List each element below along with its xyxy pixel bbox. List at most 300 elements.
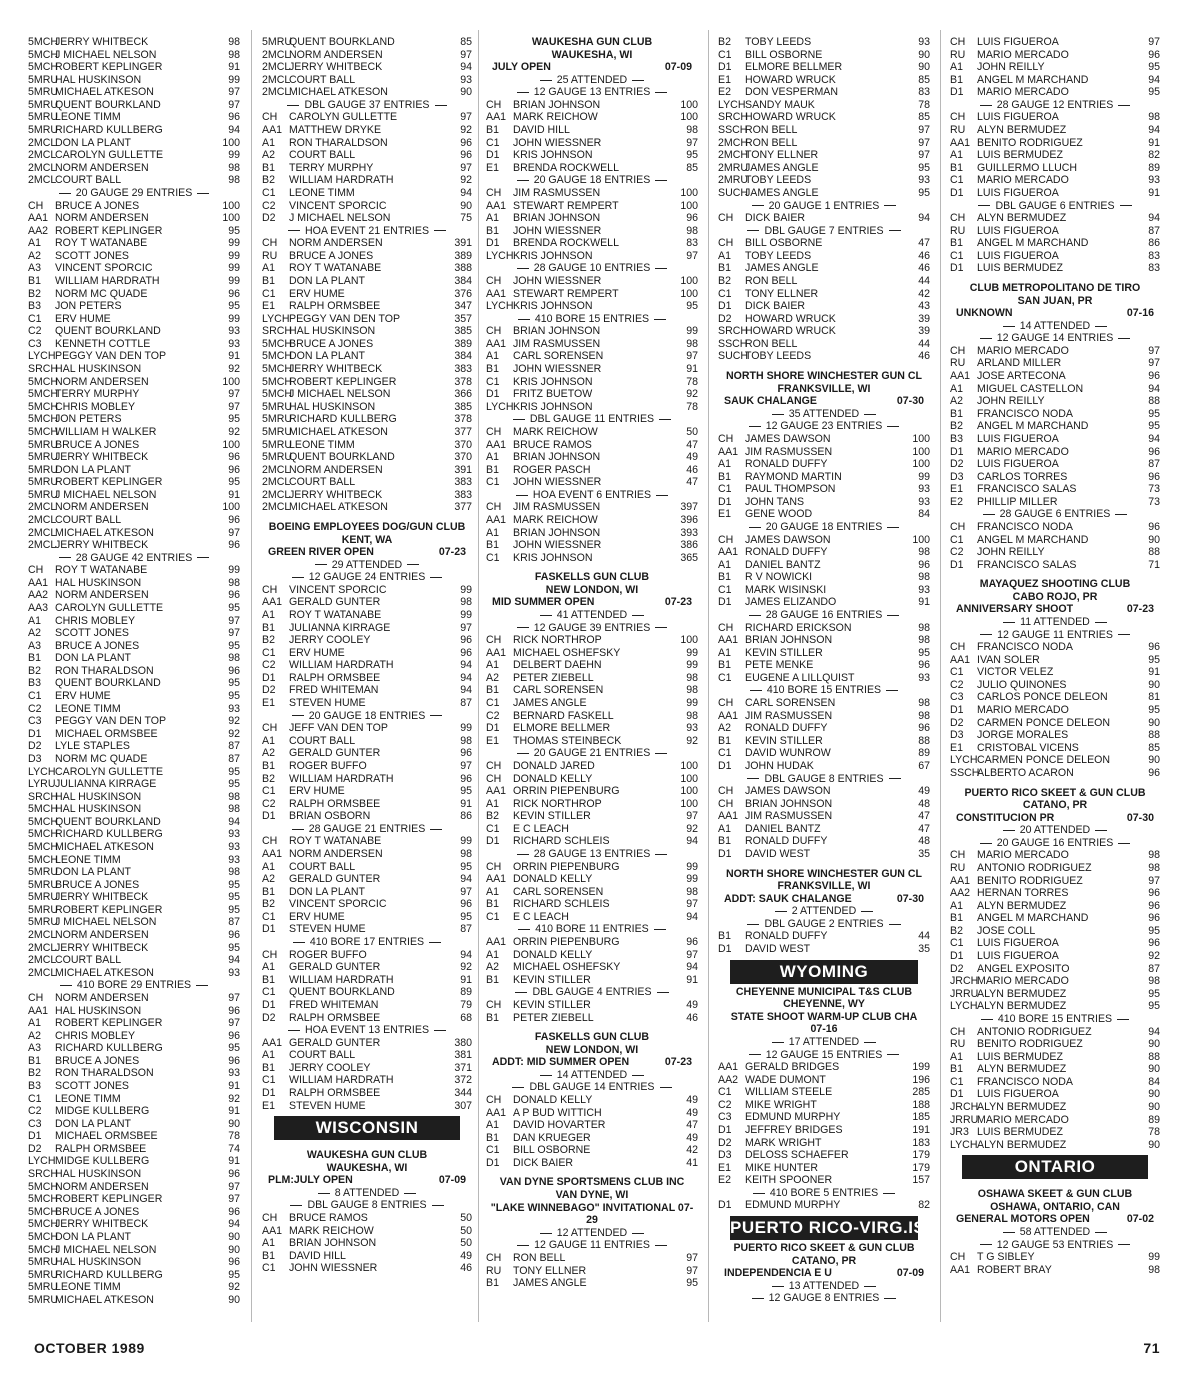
shooter-score: 377 bbox=[454, 501, 472, 514]
shooter-name: MARK REICHOW bbox=[513, 425, 598, 438]
result-row bbox=[28, 879, 240, 892]
shooter-score: 183 bbox=[912, 1136, 930, 1149]
result-row bbox=[718, 848, 930, 861]
shooter-class: CH bbox=[262, 835, 278, 848]
shooter-name: RICK NORTHROP bbox=[513, 634, 602, 647]
shooter-score: 99 bbox=[228, 73, 240, 86]
result-row bbox=[28, 413, 240, 426]
shooter-name: BENITO RODRIGUEZ bbox=[977, 1038, 1083, 1051]
result-row bbox=[262, 848, 472, 861]
shooter-score: 98 bbox=[1148, 975, 1160, 988]
shooter-name: JOHN WIESSNER bbox=[513, 274, 602, 287]
club-heading: CHEYENNE, WY bbox=[783, 998, 865, 1011]
shooter-score: 67 bbox=[918, 759, 930, 772]
shooter-name: RALPH ORMSBEE bbox=[289, 671, 381, 684]
result-row bbox=[718, 338, 930, 351]
category-line bbox=[718, 684, 930, 697]
result-row bbox=[950, 534, 1160, 547]
category-text: 28 GAUGE 16 ENTRIES bbox=[765, 609, 883, 622]
shooter-name: KRIS JOHNSON bbox=[513, 400, 593, 413]
category-line bbox=[486, 986, 698, 999]
shooter-class: 5MCH bbox=[28, 388, 59, 401]
shooter-name: MIDGE KULLBERG bbox=[55, 1155, 150, 1168]
shooter-class: 5MRU bbox=[262, 400, 293, 413]
result-row bbox=[262, 200, 472, 213]
result-row bbox=[262, 596, 472, 609]
event-name: SAUK CHALANGE bbox=[724, 395, 817, 408]
shooter-class: AA2 bbox=[28, 224, 49, 237]
shooter-name: CARLOS PONCE DELEON bbox=[977, 691, 1108, 704]
result-row bbox=[28, 954, 240, 967]
shooter-class: 2MRU bbox=[718, 174, 749, 187]
shooter-class: D3 bbox=[28, 752, 42, 765]
shooter-class: D1 bbox=[486, 722, 500, 735]
result-row bbox=[950, 357, 1160, 370]
category-text: DBL GAUGE 14 ENTRIES bbox=[529, 1081, 655, 1094]
result-row bbox=[486, 823, 698, 836]
category-text: 28 GAUGE 6 ENTRIES bbox=[999, 508, 1111, 521]
shooter-class: 2MCL bbox=[28, 526, 57, 539]
shooter-score: 96 bbox=[228, 513, 240, 526]
shooter-score: 98 bbox=[918, 709, 930, 722]
shooter-score: 95 bbox=[228, 602, 240, 615]
shooter-class: AA1 bbox=[28, 212, 49, 225]
shooter-name: WILLIAM HARDRATH bbox=[289, 1074, 394, 1087]
category-line bbox=[486, 174, 698, 187]
shooter-score: 90 bbox=[228, 1293, 240, 1306]
shooter-name: ROGER PASCH bbox=[513, 463, 591, 476]
result-row bbox=[28, 1067, 240, 1080]
shooter-class: A1 bbox=[486, 350, 499, 363]
shooter-name: MARK WISINSKI bbox=[745, 583, 827, 596]
shooter-class: 5MCH bbox=[262, 350, 293, 363]
shooter-class: C1 bbox=[718, 287, 732, 300]
result-row bbox=[262, 1049, 472, 1062]
shooter-name: J MICHAEL NELSON bbox=[55, 916, 157, 929]
shooter-score: 96 bbox=[228, 451, 240, 464]
shooter-score: 94 bbox=[1148, 124, 1160, 137]
result-row bbox=[262, 1225, 472, 1238]
shooter-class: RU bbox=[950, 224, 966, 237]
shooter-name: KENNETH COTTLE bbox=[55, 337, 151, 350]
result-row bbox=[262, 137, 472, 150]
shooter-score: 88 bbox=[1148, 546, 1160, 559]
shooter-score: 87 bbox=[1148, 458, 1160, 471]
club-heading: SAN JUAN, PR bbox=[1017, 294, 1093, 307]
shooter-score: 87 bbox=[228, 752, 240, 765]
result-row bbox=[718, 212, 930, 225]
category-text: DBL GAUGE 2 ENTRIES bbox=[764, 917, 884, 930]
shooter-score: 84 bbox=[1148, 1075, 1160, 1088]
shooter-class: AA1 bbox=[950, 874, 971, 887]
result-row bbox=[28, 778, 240, 791]
shooter-class: D3 bbox=[950, 470, 964, 483]
shooter-class: 2MCL bbox=[262, 488, 291, 501]
shooter-score: 92 bbox=[228, 425, 240, 438]
shooter-class: 5MCH bbox=[262, 388, 293, 401]
club-heading: PUERTO RICO SKEET & GUN CLUB bbox=[733, 1242, 915, 1255]
result-row bbox=[486, 961, 698, 974]
shooter-class: CH bbox=[486, 325, 502, 338]
dash-rule bbox=[430, 715, 442, 716]
result-row bbox=[262, 376, 472, 389]
shooter-class: B1 bbox=[486, 1277, 499, 1290]
shooter-class: D1 bbox=[718, 759, 732, 772]
result-row bbox=[718, 1174, 930, 1187]
result-row bbox=[486, 697, 698, 710]
shooter-class: 5MRU bbox=[28, 488, 59, 501]
result-row bbox=[718, 722, 930, 735]
result-row bbox=[486, 325, 698, 338]
shooter-class: 5MRU bbox=[28, 124, 59, 137]
shooter-score: 97 bbox=[686, 136, 698, 149]
result-row bbox=[950, 679, 1160, 692]
shooter-score: 98 bbox=[686, 709, 698, 722]
category-text: 12 GAUGE 24 ENTRIES bbox=[308, 571, 426, 584]
shooter-name: FRANCISCO NODA bbox=[977, 520, 1073, 533]
result-row bbox=[718, 823, 930, 836]
category-text: 12 GAUGE 23 ENTRIES bbox=[765, 420, 883, 433]
shooter-name: JEFFREY BRIDGES bbox=[745, 1123, 843, 1136]
shooter-score: 100 bbox=[680, 287, 698, 300]
dash-rule bbox=[749, 615, 761, 616]
result-row bbox=[262, 451, 472, 464]
dash-rule bbox=[654, 319, 666, 320]
result-row bbox=[262, 1212, 472, 1225]
result-row bbox=[262, 873, 472, 886]
shooter-class: B2 bbox=[262, 898, 275, 911]
shooter-name: KEVIN STILLER bbox=[745, 646, 823, 659]
shooter-score: 97 bbox=[228, 400, 240, 413]
state-banner: WISCONSIN bbox=[274, 1116, 460, 1140]
shooter-score: 97 bbox=[228, 388, 240, 401]
shooter-score: 385 bbox=[454, 325, 472, 338]
shooter-score: 99 bbox=[918, 470, 930, 483]
shooter-name: DICK BAIER bbox=[513, 1156, 574, 1169]
shooter-score: 96 bbox=[1148, 48, 1160, 61]
club-heading: OSHAWA SKEET & GUN CLUB bbox=[977, 1188, 1133, 1201]
shooter-score: 91 bbox=[460, 797, 472, 810]
shooter-score: 89 bbox=[1148, 161, 1160, 174]
event-name: GENERAL MOTORS OPEN bbox=[956, 1213, 1090, 1226]
shooter-class: B1 bbox=[486, 363, 499, 376]
shooter-name: ANGEL M MARCHAND bbox=[977, 73, 1089, 86]
shooter-name: ANGEL M MARCHAND bbox=[977, 533, 1089, 546]
shooter-class: CH bbox=[262, 948, 278, 961]
shooter-score: 96 bbox=[228, 463, 240, 476]
result-row bbox=[262, 923, 472, 936]
shooter-name: T G SIBLEY bbox=[977, 1251, 1035, 1264]
shooter-score: 370 bbox=[454, 438, 472, 451]
shooter-name: RONALD DUFFY bbox=[745, 458, 828, 471]
shooter-score: 97 bbox=[460, 48, 472, 61]
shooter-class: B1 bbox=[262, 1061, 275, 1074]
shooter-name: ERV HUME bbox=[289, 785, 345, 798]
shooter-class: 5MCH bbox=[28, 1230, 59, 1243]
shooter-class: AA1 bbox=[486, 1106, 507, 1119]
shooter-score: 99 bbox=[460, 722, 472, 735]
shooter-class: 2MCL bbox=[28, 501, 57, 514]
shooter-name: RON BELL bbox=[745, 337, 798, 350]
shooter-name: MARK REICHOW bbox=[289, 1224, 374, 1237]
shooter-name: LEONE TIMM bbox=[289, 438, 355, 451]
result-row bbox=[486, 1119, 698, 1132]
result-row bbox=[28, 1206, 240, 1219]
shooter-class: 5MCH bbox=[28, 803, 59, 816]
dash-rule bbox=[749, 1054, 761, 1055]
shooter-name: JOSE ARTECONA bbox=[977, 370, 1066, 383]
shooter-name: JIM RASMUSSEN bbox=[513, 186, 601, 199]
shooter-name: QUENT BOURKLAND bbox=[55, 325, 161, 338]
result-row bbox=[486, 162, 698, 175]
shooter-name: JERRY WHITBECK bbox=[55, 941, 149, 954]
shooter-name: VINCENT SPORCIC bbox=[289, 898, 387, 911]
shooter-score: 100 bbox=[912, 445, 930, 458]
shooter-class: AA1 bbox=[486, 936, 507, 949]
shooter-name: PEGGY VAN DEN TOP bbox=[55, 715, 167, 728]
shooter-score: 96 bbox=[228, 1004, 240, 1017]
shooter-name: KRIS JOHNSON bbox=[513, 375, 593, 388]
shooter-class: D2 bbox=[262, 684, 276, 697]
shooter-class: 2MCL bbox=[262, 86, 291, 99]
result-row bbox=[262, 999, 472, 1012]
shooter-class: B2 bbox=[718, 274, 731, 287]
shooter-class: C1 bbox=[950, 249, 964, 262]
shooter-class: 5MRU bbox=[28, 1268, 59, 1281]
shooter-name: CAROLYN GULLETTE bbox=[55, 149, 164, 162]
shooter-name: MARK REICHOW bbox=[513, 513, 598, 526]
result-row bbox=[262, 1237, 472, 1250]
shooter-class: D1 bbox=[486, 835, 500, 848]
dash-rule bbox=[750, 690, 762, 691]
shooter-score: 388 bbox=[454, 262, 472, 275]
shooter-name: A P BUD WITTICH bbox=[513, 1106, 602, 1119]
shooter-class: A1 bbox=[262, 734, 275, 747]
shooter-score: 92 bbox=[228, 363, 240, 376]
event-line bbox=[950, 307, 1160, 320]
result-row bbox=[262, 722, 472, 735]
shooter-name: CAROLYN GULLETTE bbox=[55, 602, 164, 615]
shooter-name: BILL OSBORNE bbox=[513, 1144, 591, 1157]
dash-rule bbox=[1118, 843, 1130, 844]
category-line bbox=[718, 408, 930, 421]
event-name: ADDT: MID SUMMER OPEN bbox=[492, 1056, 630, 1069]
shooter-class: AA1 bbox=[262, 1036, 283, 1049]
shooter-score: 381 bbox=[454, 1049, 472, 1062]
shooter-class: CH bbox=[718, 621, 734, 634]
category-text: 12 GAUGE 39 ENTRIES bbox=[533, 621, 651, 634]
shooter-class: C1 bbox=[486, 375, 500, 388]
shooter-class: AA2 bbox=[28, 589, 49, 602]
shooter-class: CH bbox=[486, 772, 502, 785]
result-row bbox=[28, 703, 240, 716]
shooter-name: ERV HUME bbox=[55, 690, 111, 703]
shooter-score: 96 bbox=[686, 936, 698, 949]
shooter-name: JERRY WHITBECK bbox=[55, 36, 149, 48]
result-row bbox=[950, 111, 1160, 124]
dash-rule bbox=[318, 1193, 330, 1194]
shooter-name: GERALD GUNTER bbox=[289, 1036, 381, 1049]
result-row bbox=[486, 710, 698, 723]
shooter-class: AA1 bbox=[262, 1224, 283, 1237]
result-row bbox=[950, 729, 1160, 742]
shooter-class: 2MCH bbox=[718, 136, 749, 149]
section-spacer bbox=[486, 1169, 698, 1176]
shooter-name: LEONE TIMM bbox=[289, 186, 355, 199]
shooter-class: D1 bbox=[950, 1088, 964, 1101]
shooter-name: JOHN WIESSNER bbox=[513, 476, 602, 489]
shooter-name: RICHARD KULLBERG bbox=[55, 1268, 163, 1281]
shooter-class: C1 bbox=[486, 476, 500, 489]
shooter-name: BERNARD FASKELL bbox=[513, 709, 614, 722]
section-spacer bbox=[718, 861, 930, 868]
shooter-class: B1 bbox=[486, 463, 499, 476]
shooter-score: 376 bbox=[454, 287, 472, 300]
result-row bbox=[262, 898, 472, 911]
shooter-name: ROY T WATANABE bbox=[289, 609, 382, 622]
shooter-score: 90 bbox=[460, 199, 472, 212]
result-row bbox=[28, 665, 240, 678]
shooter-score: 95 bbox=[1148, 420, 1160, 433]
section-spacer bbox=[950, 1181, 1160, 1188]
shooter-score: 85 bbox=[918, 111, 930, 124]
shooter-class: 5MRU bbox=[262, 451, 293, 464]
shooter-score: 97 bbox=[686, 350, 698, 363]
result-row bbox=[718, 1074, 930, 1087]
shooter-class: AA1 bbox=[486, 287, 507, 300]
result-row bbox=[28, 791, 240, 804]
shooter-score: 96 bbox=[460, 747, 472, 760]
shooter-score: 98 bbox=[918, 621, 930, 634]
result-row bbox=[950, 1051, 1160, 1064]
result-row bbox=[718, 534, 930, 547]
shooter-name: DICK BAIER bbox=[745, 300, 806, 313]
category-line bbox=[262, 710, 472, 723]
shooter-name: JULIANNA KIRRAGE bbox=[289, 621, 391, 634]
shooter-name: MARK WRIGHT bbox=[745, 1136, 822, 1149]
shooter-class: C1 bbox=[718, 671, 732, 684]
result-row bbox=[28, 501, 240, 514]
shooter-name: JEFF VAN DEN TOP bbox=[289, 722, 388, 735]
dash-rule bbox=[288, 1030, 300, 1031]
shooter-class: A3 bbox=[28, 639, 41, 652]
result-row bbox=[718, 1162, 930, 1175]
club-heading: OSHAWA, ONTARIO, CAN bbox=[990, 1200, 1120, 1213]
result-row bbox=[486, 212, 698, 225]
shooter-name: DANIEL BANTZ bbox=[745, 822, 821, 835]
category-line bbox=[486, 1239, 698, 1252]
category-line bbox=[718, 609, 930, 622]
shooter-name: EDMUND MURPHY bbox=[745, 1111, 841, 1124]
result-row bbox=[718, 546, 930, 559]
shooter-class: C1 bbox=[486, 910, 500, 923]
shooter-class: D1 bbox=[718, 596, 732, 609]
dash-rule bbox=[518, 319, 530, 320]
shooter-name: LYLE STAPLES bbox=[55, 740, 130, 753]
shooter-name: JOHN WIESSNER bbox=[513, 224, 602, 237]
shooter-name: STEWART REMPERT bbox=[513, 287, 619, 300]
result-row bbox=[28, 564, 240, 577]
result-row bbox=[718, 1086, 930, 1099]
shooter-class: 5MCH bbox=[28, 828, 59, 841]
shooter-score: 47 bbox=[686, 476, 698, 489]
shooter-class: B1 bbox=[950, 161, 963, 174]
shooter-name: J MICHAEL NELSON bbox=[55, 1243, 157, 1256]
shooter-class: C1 bbox=[486, 551, 500, 564]
result-row bbox=[718, 49, 930, 62]
result-row bbox=[486, 439, 698, 452]
shooter-class: AA1 bbox=[486, 438, 507, 451]
shooter-name: JAMES DAWSON bbox=[745, 432, 831, 445]
event-date: 07-30 bbox=[896, 395, 924, 408]
shooter-class: C2 bbox=[950, 678, 964, 691]
shooter-name: ELMORE BELLMER bbox=[745, 61, 843, 74]
shooter-score: 88 bbox=[1148, 395, 1160, 408]
shooter-name: STEVEN HUME bbox=[289, 1099, 366, 1112]
dash-rule bbox=[775, 911, 787, 912]
category-line bbox=[486, 747, 698, 760]
shooter-name: MICHAEL ATKESON bbox=[55, 966, 154, 979]
shooter-name: ALYN BERMUDEZ bbox=[977, 1138, 1067, 1151]
results-column-3 bbox=[486, 36, 698, 1322]
club-heading: VAN DYNE, WI bbox=[555, 1189, 629, 1202]
shooter-class: C1 bbox=[718, 583, 732, 596]
shooter-name: DANIEL BANTZ bbox=[745, 558, 821, 571]
dash-rule bbox=[1118, 634, 1130, 635]
shooter-name: JULIO QUINONES bbox=[977, 678, 1067, 691]
shooter-name: EDMUND MURPHY bbox=[745, 1199, 841, 1212]
result-row bbox=[28, 1093, 240, 1106]
shooter-score: 391 bbox=[454, 237, 472, 250]
shooter-name: ALYN BERMUDEZ bbox=[977, 1000, 1067, 1013]
shooter-class: A1 bbox=[28, 614, 41, 627]
dash-rule bbox=[1095, 622, 1107, 623]
shooter-name: RICHARD SCHLEIS bbox=[513, 898, 610, 911]
result-row bbox=[486, 200, 698, 213]
shooter-name: ANGEL EXPOSITO bbox=[977, 962, 1070, 975]
result-row bbox=[950, 767, 1160, 780]
shooter-score: 98 bbox=[460, 596, 472, 609]
shooter-name: CHRIS MOBLEY bbox=[55, 1029, 136, 1042]
shooter-class: D3 bbox=[950, 729, 964, 742]
dash-rule bbox=[197, 557, 209, 558]
shooter-class: C1 bbox=[28, 690, 42, 703]
shooter-score: 179 bbox=[912, 1149, 930, 1162]
shooter-score: 94 bbox=[1148, 382, 1160, 395]
result-row bbox=[262, 1262, 472, 1275]
result-row bbox=[950, 875, 1160, 888]
result-row bbox=[486, 798, 698, 811]
shooter-class: LYCH bbox=[950, 1138, 978, 1151]
shooter-score: 98 bbox=[918, 546, 930, 559]
result-row bbox=[262, 363, 472, 376]
shooter-name: RON THARALDSON bbox=[55, 1067, 154, 1080]
category-line bbox=[262, 99, 472, 112]
dash-rule bbox=[632, 80, 644, 81]
shooter-score: 50 bbox=[460, 1237, 472, 1250]
shooter-score: 46 bbox=[918, 249, 930, 262]
result-row bbox=[486, 949, 698, 962]
shooter-score: 396 bbox=[680, 513, 698, 526]
shooter-class: 5MRU bbox=[28, 98, 59, 111]
shooter-name: JERRY WHITBECK bbox=[55, 451, 149, 464]
shooter-class: 5MCH bbox=[28, 400, 59, 413]
result-row bbox=[486, 111, 698, 124]
result-row bbox=[718, 571, 930, 584]
shooter-class: 5MCH bbox=[28, 1243, 59, 1256]
shooter-name: LEONE TIMM bbox=[55, 702, 121, 715]
dash-rule bbox=[655, 180, 667, 181]
